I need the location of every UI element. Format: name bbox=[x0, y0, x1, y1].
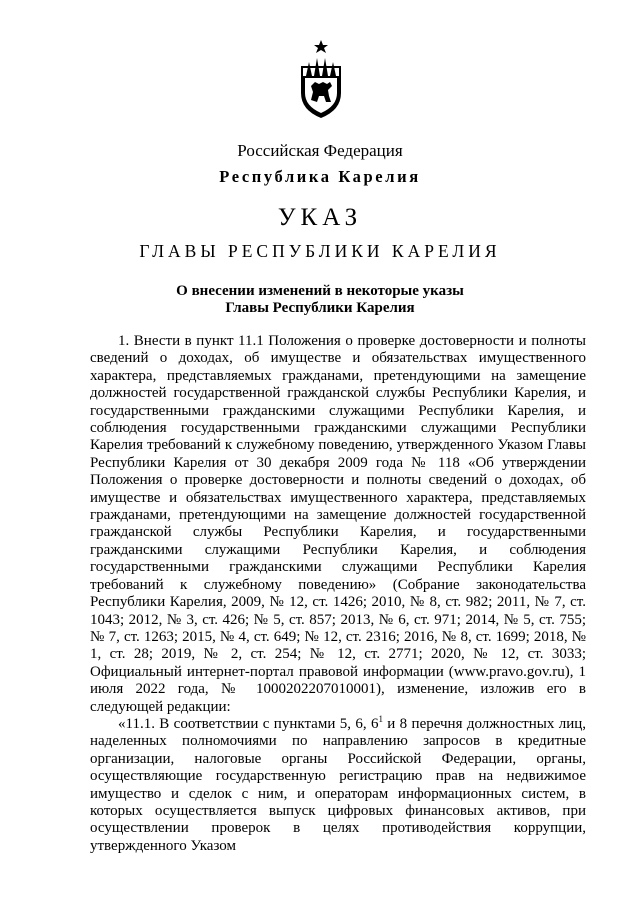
body-paragraph-1: 1. Внести в пункт 11.1 Положения о проверке достоверности и полноты сведений о доходах, об имуществе и обязательствах имущественного характера, представляемых гражданами, претендующими на замещение должностей государственной гражданской службы Республики Карелия, и государственными гражданскими служащими Республики Карелия, и соблюдения государственными гражданскими служащими Республики Карелия требований к служебному поведению, утвержденного Указом Главы Республики Карелия от 30 декабря 2009 года № 118 «Об утверждении Положения о проверке достоверности и полноты сведений о доходах, об имуществе и обязательствах имущественного характера, представляемых гражданами, претендующими на замещение должностей государственной гражданской службы Республики Карелия, и государственными гражданскими служащими Республики Карелия, и соблюдения государственными гражданскими служащими Республики Карелия требований к служебному поведению» (Собрание законодательства Республики Карелия, 2009, № 12, ст. 1426; 2010, № 8, ст. 982; 2011, № 7, ст. 1043; 2012, № 3, ст. 426; № 5, ст. 857; 2013, № 6, ст. 971; 2014, № 5, ст. 755; № 7, ст. 1263; 2015, № 4, ст. 649; № 12, ст. 2316; 2016, № 8, ст. 1699; 2018, № 1, ст. 28; 2019, № 2, ст. 254; № 12, ст. 2771; 2020, № 12, ст. 3033; Официальный интернет-портал правовой информации (www.pravo.gov.ru), 1 июля 2022 года, № 1000202207010001), изменение, изложив его в следующей редакции: bbox=[90, 333, 586, 715]
body-paragraph-2-start: «11.1. В соответствии с пунктами 5, 6, 6 bbox=[118, 715, 379, 732]
decree-body bbox=[90, 333, 586, 855]
republic-line: Республика Карелия bbox=[219, 167, 421, 186]
issuer-title: ГЛАВЫ РЕСПУБЛИКИ КАРЕЛИЯ bbox=[139, 241, 501, 261]
document-type-title: УКАЗ bbox=[277, 204, 363, 231]
body-paragraph-2-rest: и 8 перечня должностных лиц, наделенных полномочиями по направлению запросов в кредитные организации, налоговые органы Российской Федерации, органы, осуществляющие государственную регистрацию прав на недвижимое имущество и сделок с ним, и операторам информационных систем, в которых осуществляется выпуск цифровых финансовых активов, при осуществлении проверок в целях противодействия коррупции, утвержденного Указом bbox=[90, 715, 586, 854]
superscript-index: 1 bbox=[378, 713, 383, 724]
decree-subject-line-1: О внесении изменений в некоторые указы bbox=[176, 283, 464, 299]
karelia-coat-of-arms-icon bbox=[297, 38, 345, 120]
decree-subject bbox=[0, 283, 640, 317]
decree-subject-line-2: Главы Республики Карелия bbox=[225, 300, 415, 316]
federation-line: Российская Федерация bbox=[237, 141, 403, 160]
body-paragraph-2 bbox=[90, 713, 586, 855]
